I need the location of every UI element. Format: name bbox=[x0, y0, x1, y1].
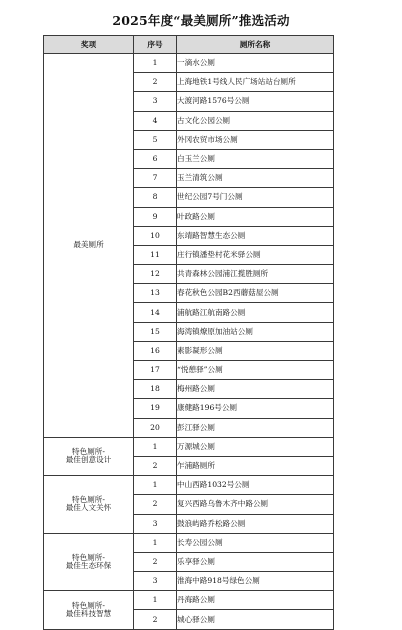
toilet-name-cell: “悦憩驿”公厕 bbox=[177, 361, 334, 380]
number-cell: 2 bbox=[134, 495, 177, 514]
toilet-name-cell: 万源城公厕 bbox=[177, 437, 334, 456]
number-cell: 16 bbox=[134, 341, 177, 360]
number-cell: 1 bbox=[134, 437, 177, 456]
number-cell: 3 bbox=[134, 514, 177, 533]
number-cell: 2 bbox=[134, 456, 177, 475]
number-cell: 12 bbox=[134, 265, 177, 284]
awards-table bbox=[43, 35, 334, 630]
number-cell: 2 bbox=[134, 73, 177, 92]
toilet-name-cell: 城心驿公厕 bbox=[177, 610, 334, 629]
toilet-name-cell: 复兴西路乌鲁木齐中路公厕 bbox=[177, 495, 334, 514]
toilet-name-cell: 乍浦路厕所 bbox=[177, 456, 334, 475]
toilet-name-cell: 玉兰清筑公厕 bbox=[177, 169, 334, 188]
table-body bbox=[44, 54, 334, 630]
toilet-name-cell: 上海地铁1号线人民广场站站台厕所 bbox=[177, 73, 334, 92]
number-cell: 10 bbox=[134, 226, 177, 245]
toilet-name-cell: 外冈农贸市场公厕 bbox=[177, 130, 334, 149]
award-category-cell: 最美厕所 bbox=[44, 54, 134, 438]
table-row bbox=[44, 533, 334, 552]
number-cell: 1 bbox=[134, 54, 177, 73]
toilet-name-cell: 康健路196号公厕 bbox=[177, 399, 334, 418]
toilet-name-cell: 彭江驿公厕 bbox=[177, 418, 334, 437]
toilet-name-cell: 鼓浪屿路乔松路公厕 bbox=[177, 514, 334, 533]
header-row bbox=[44, 36, 334, 54]
number-cell: 15 bbox=[134, 322, 177, 341]
number-cell: 13 bbox=[134, 284, 177, 303]
number-cell: 7 bbox=[134, 169, 177, 188]
table-header bbox=[44, 36, 334, 54]
toilet-name-cell: 白玉兰公厕 bbox=[177, 149, 334, 168]
header-award: 奖项 bbox=[44, 36, 134, 54]
toilet-name-cell: 浦航路江航南路公厕 bbox=[177, 303, 334, 322]
number-cell: 3 bbox=[134, 572, 177, 591]
number-cell: 17 bbox=[134, 361, 177, 380]
number-cell: 20 bbox=[134, 418, 177, 437]
table-row bbox=[44, 476, 334, 495]
number-cell: 1 bbox=[134, 476, 177, 495]
number-cell: 4 bbox=[134, 111, 177, 130]
number-cell: 1 bbox=[134, 533, 177, 552]
number-cell: 11 bbox=[134, 245, 177, 264]
toilet-name-cell: 世纪公园7号门公厕 bbox=[177, 188, 334, 207]
toilet-name-cell: 一滴水公厕 bbox=[177, 54, 334, 73]
table-row bbox=[44, 591, 334, 610]
toilet-name-cell: 叶政路公厕 bbox=[177, 207, 334, 226]
toilet-name-cell: 共青森林公园浦江揽胜厕所 bbox=[177, 265, 334, 284]
award-category-cell: 特色厕所- 最佳生态环保 bbox=[44, 533, 134, 591]
table-row bbox=[44, 437, 334, 456]
award-category-cell: 特色厕所- 最佳科技智慧 bbox=[44, 591, 134, 629]
header-number: 序号 bbox=[134, 36, 177, 54]
toilet-name-cell: 梅州路公厕 bbox=[177, 380, 334, 399]
page-title: 2025年度“最美厕所”推选活动 bbox=[112, 13, 290, 28]
number-cell: 3 bbox=[134, 92, 177, 111]
toilet-name-cell: 乐享驿公厕 bbox=[177, 552, 334, 571]
number-cell: 8 bbox=[134, 188, 177, 207]
award-category-cell: 特色厕所- 最佳创意设计 bbox=[44, 437, 134, 475]
table-row bbox=[44, 54, 334, 73]
toilet-name-cell: 庄行镇潘垫村花米驿公厕 bbox=[177, 245, 334, 264]
number-cell: 18 bbox=[134, 380, 177, 399]
toilet-name-cell: 丹海路公厕 bbox=[177, 591, 334, 610]
number-cell: 2 bbox=[134, 552, 177, 571]
number-cell: 19 bbox=[134, 399, 177, 418]
toilet-name-cell: 春花秋色公园B2西蘑菇屋公厕 bbox=[177, 284, 334, 303]
number-cell: 6 bbox=[134, 149, 177, 168]
number-cell: 9 bbox=[134, 207, 177, 226]
number-cell: 14 bbox=[134, 303, 177, 322]
award-category-cell: 特色厕所- 最佳人文关怀 bbox=[44, 476, 134, 534]
number-cell: 2 bbox=[134, 610, 177, 629]
toilet-name-cell: 淮海中路918号绿色公厕 bbox=[177, 572, 334, 591]
header-toilet-name: 厕所名称 bbox=[177, 36, 334, 54]
toilet-name-cell: 素影凝形公厕 bbox=[177, 341, 334, 360]
toilet-name-cell: 东靖路智慧生态公厕 bbox=[177, 226, 334, 245]
toilet-name-cell: 海湾镇燎原加油站公厕 bbox=[177, 322, 334, 341]
number-cell: 5 bbox=[134, 130, 177, 149]
toilet-name-cell: 中山西路1032号公厕 bbox=[177, 476, 334, 495]
toilet-name-cell: 长寿公园公厕 bbox=[177, 533, 334, 552]
toilet-name-cell: 古文化公园公厕 bbox=[177, 111, 334, 130]
toilet-name-cell: 大渡河路1576号公厕 bbox=[177, 92, 334, 111]
number-cell: 1 bbox=[134, 591, 177, 610]
